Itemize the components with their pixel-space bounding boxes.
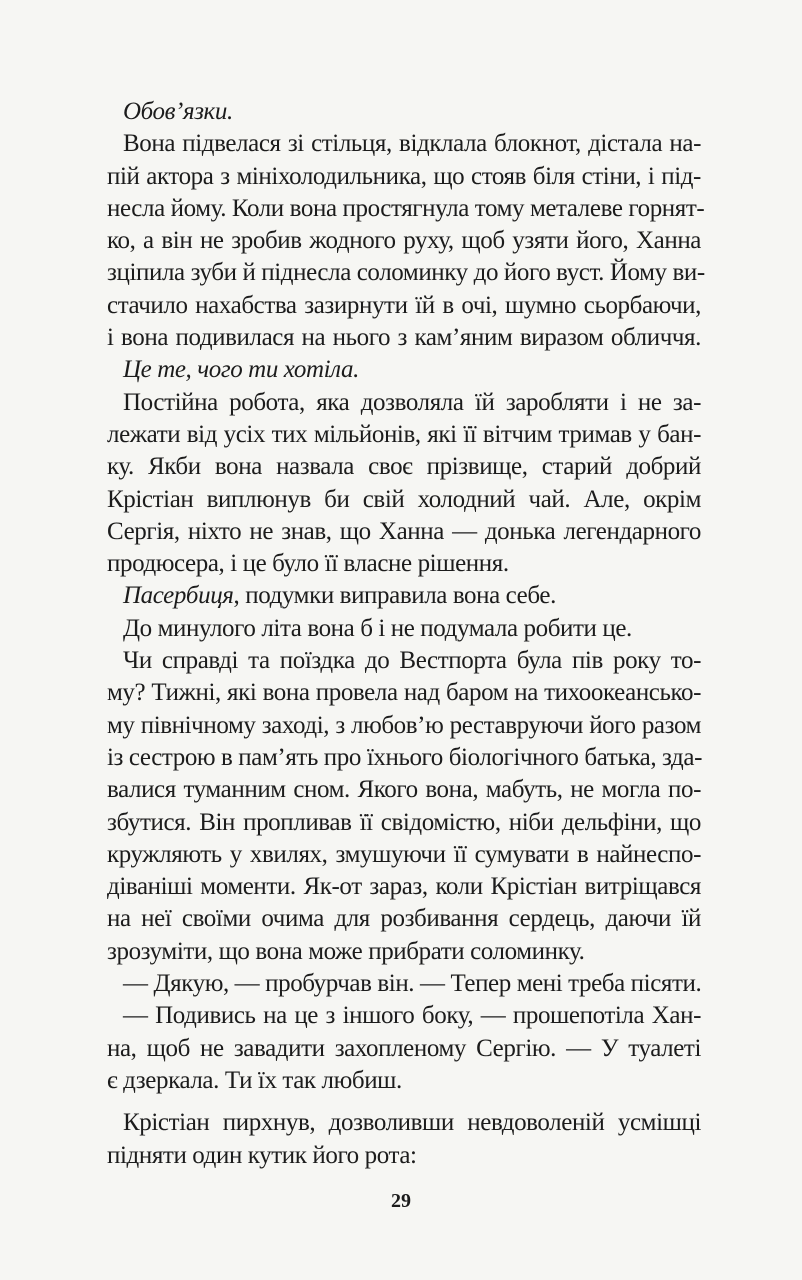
text-line: підняти один кутик його рота: (107, 1141, 417, 1169)
text-line: Крістіан пирхнув, дозволивши невдоволеній усмішці (123, 1109, 701, 1137)
text-line: Крістіан виплюнув би свій холодний чай. Але, окрім (107, 485, 701, 513)
text-line: на, щоб не завадити захопленому Сергію. — У туалеті (107, 1034, 701, 1062)
text-line: на неї своїми очима для розбивання сердець, даючи їй (107, 905, 701, 933)
text-line (107, 580, 701, 612)
text-line: валися туманним сном. Якого вона, мабуть, не могла по- (107, 776, 701, 804)
text-line: му? Тижні, які вона провела над баром на тихоокеансько- (107, 679, 701, 707)
text-line: несла йому. Коли вона простягнула тому металеве горнят- (107, 194, 705, 222)
text-line: зціпила зуби й піднесла соломинку до його вуст. Йому ви- (107, 259, 705, 287)
text-line: До минулого літа вона б і не подумала робити це. (123, 614, 632, 642)
text-line: кружляють у хвилях, змушуючи її сумувати в найнеспо- (107, 840, 701, 868)
text-line: збутися. Він пропливав її свідомістю, ніби дельфіни, що (107, 808, 701, 836)
text-line: ко, а він не зробив жодного руху, щоб узяти його, Ханна (107, 227, 701, 255)
text-line: Вона підвелася зі стільця, відклала блокнот, дістала на- (123, 130, 701, 158)
text-line: Сергія, ніхто не знав, що Ханна — донька легендарного (107, 517, 701, 545)
text-line: ку. Якби вона назвала своє прізвище, старий добрий (107, 453, 701, 481)
text-line: Постійна робота, яка дозволяла їй заробляти і не за- (123, 388, 701, 416)
book-page-text (107, 96, 705, 1172)
paragraph-gap (107, 1097, 701, 1107)
text-line: пій актора з мініхолодильника, що стояв біля стіни, і під- (107, 162, 701, 190)
text-line: — Подивись на це з іншого боку, — прошепотіла Хан- (123, 1002, 701, 1030)
page-number: 29 (391, 1190, 411, 1212)
text-line: продюсера, і це було її власне рішення. (107, 550, 509, 578)
text-line: му північному заході, з любов’ю реставруючи його разом (107, 711, 701, 739)
text-line: Це те, чого ти хотіла. (123, 356, 359, 384)
text-line: лежати від усіх тих мільйонів, які її вітчим тримав у бан- (107, 420, 701, 448)
text-line: зрозуміти, що вона може прибрати соломинку. (107, 937, 585, 965)
text-line: із сестрою в пам’ять про їхнього біологічного батька, зда- (107, 743, 703, 771)
text-line: Обов’язки. (123, 98, 233, 125)
text-segment: , подумки виправила вона себе. (233, 582, 556, 610)
italic-word: Пасербиця (123, 582, 234, 610)
text-line: і вона подивилася на нього з кам’яним виразом обличчя. (107, 324, 701, 352)
text-line: Чи справді та поїздка до Вестпорта була пів року то- (123, 647, 701, 675)
text-line: стачило нахабства зазирнути їй в очі, шумно сьорбаючи, (107, 291, 701, 319)
text-line: діваніші моменти. Як-от зараз, коли Крістіан витріщався (107, 873, 701, 901)
text-line: є дзеркала. Ти їх так любиш. (107, 1066, 402, 1094)
text-line: — Дякую, — пробурчав він. — Тепер мені треба пісяти. (123, 970, 702, 998)
